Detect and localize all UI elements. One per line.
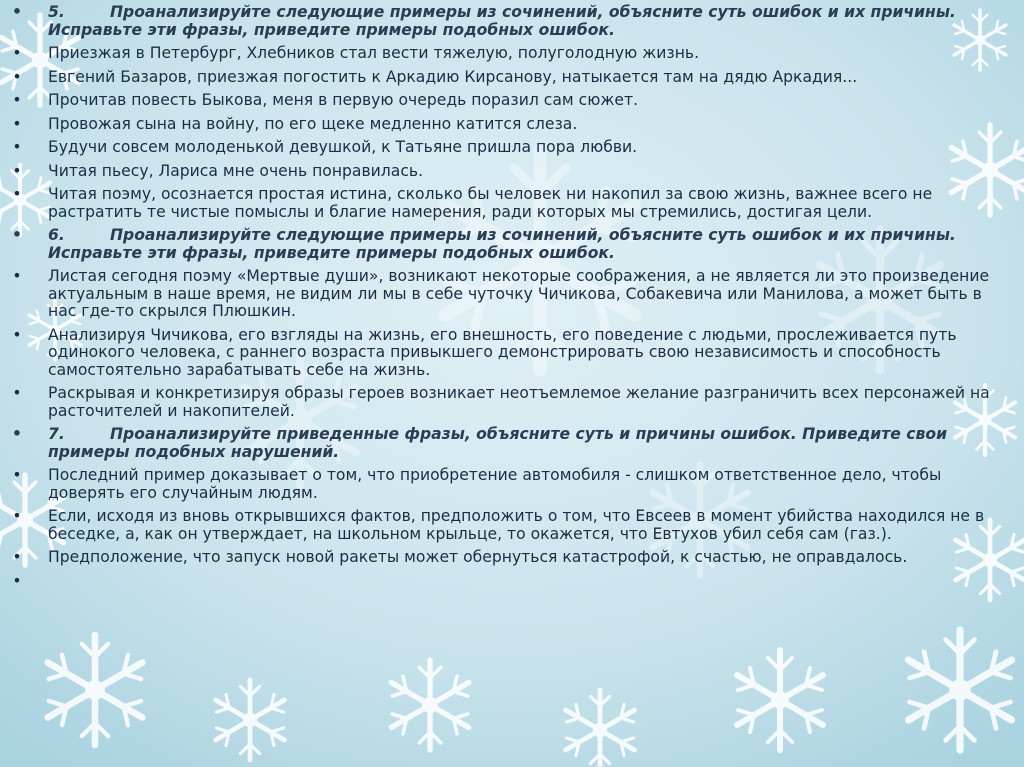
task-number: 6. — [48, 226, 65, 244]
item-text: Анализируя Чичикова, его взгляды на жизнь, его внешность, его поведение с людьми, прослеживается путь одинокого человека, с раннего возраста привыкшего демонстрировать свою независимость и способность самостоятельно зарабатывать себе на жизнь. — [48, 325, 957, 379]
item-text: Последний пример доказывает о том, что приобретение автомобиля - слишком ответственное дело, чтобы доверять его случайным людям. — [48, 466, 942, 502]
list-item — [0, 385, 1010, 420]
list-item — [0, 116, 1010, 134]
item-text: Проанализируйте следующие примеры из сочинений, объясните суть ошибок и их причины. Исправьте эти фразы, приведите примеры подобных ошибок. — [48, 3, 956, 39]
item-text: Приезжая в Петербург, Хлебников стал вести тяжелую, полуголодную жизнь. — [48, 44, 700, 62]
bullet-list — [0, 3, 1010, 590]
item-text: Раскрывая и конкретизируя образы героев возникает неотъемлемое желание разграничить всех персонажей на расточителей и накопителей. — [48, 384, 990, 420]
list-item — [0, 508, 1010, 543]
list-item — [0, 139, 1010, 157]
bullet-icon: • — [12, 325, 22, 344]
bullet-icon: • — [12, 161, 22, 180]
bullet-icon: • — [12, 226, 22, 244]
item-text: Читая поэму, осознается простая истина, сколько бы человек ни накопил за свою жизнь, важнее всего не растратить те чистые помыслы и благие намерения, ради которых мы стремились, достигая цели. — [48, 185, 933, 221]
item-text: Провожая сына на войну, по его щеке медленно катится слеза. — [48, 114, 578, 133]
task-number: 7. — [48, 425, 65, 443]
item-text: Предположение, что запуск новой ракеты может обернуться катастрофой, к счастью, не оправдалось. — [48, 548, 908, 566]
task-heading — [0, 426, 1010, 461]
bullet-icon: • — [12, 91, 22, 109]
item-text: Проанализируйте следующие примеры из сочинений, объясните суть ошибок и их причины. Исправьте эти фразы, приведите примеры подобных ошибок. — [48, 226, 956, 262]
list-item — [0, 186, 1010, 221]
bullet-icon: • — [12, 185, 22, 203]
item-text: Если, исходя из вновь открывшихся фактов, предположить о том, что Евсеев в момент убийства находился не в беседке, а, как он утверждает, на школьном крыльце, то окажется, что Евтухов убил себя сам (газ.). — [48, 507, 985, 543]
item-text: Прочитав повесть Быкова, меня в первую очередь поразил сам сюжет. — [48, 91, 639, 109]
list-item — [0, 327, 1010, 380]
bullet-icon: • — [12, 384, 22, 402]
item-text: Евгений Базаров, приезжая погостить к Аркадию Кирсанову, натыкается там на дядю Аркадия... — [48, 67, 858, 86]
list-item — [0, 69, 1010, 87]
list-item — [0, 268, 1010, 321]
bullet-icon: • — [12, 138, 22, 156]
bullet-icon: • — [12, 67, 22, 86]
item-text: Читая пьесу, Лариса мне очень понравилась. — [48, 161, 424, 180]
task-heading — [0, 4, 1010, 39]
item-text: Проанализируйте приведенные фразы, объясните суть и причины ошибок. Приведите свои примеры подобных нарушений. — [48, 425, 948, 461]
list-item — [0, 549, 1010, 567]
list-item — [0, 163, 1010, 181]
item-text: Будучи совсем молоденькой девушкой, к Татьяне пришла пора любви. — [48, 138, 638, 156]
bullet-icon: • — [12, 507, 22, 525]
list-item — [0, 92, 1010, 110]
task-number: 5. — [48, 3, 65, 21]
bullet-icon: • — [12, 571, 22, 590]
list-item — [0, 45, 1010, 63]
list-item — [0, 467, 1010, 502]
bullet-icon: • — [12, 425, 22, 443]
task-heading — [0, 227, 1010, 262]
item-text: Листая сегодня поэму «Мертвые души», возникают некоторые соображения, а не является ли это произведение актуальным в наше время, не видим ли мы в себе чуточку Чичикова, Собакевича или Манилова, а может быть в нас где-то скрылся Плюшкин. — [48, 267, 990, 320]
bullet-icon: • — [12, 114, 22, 133]
bullet-icon: • — [12, 548, 22, 566]
bullet-icon: • — [12, 3, 22, 21]
bullet-icon: • — [12, 466, 22, 484]
bullet-icon: • — [12, 267, 22, 285]
bullet-icon: • — [12, 44, 22, 62]
